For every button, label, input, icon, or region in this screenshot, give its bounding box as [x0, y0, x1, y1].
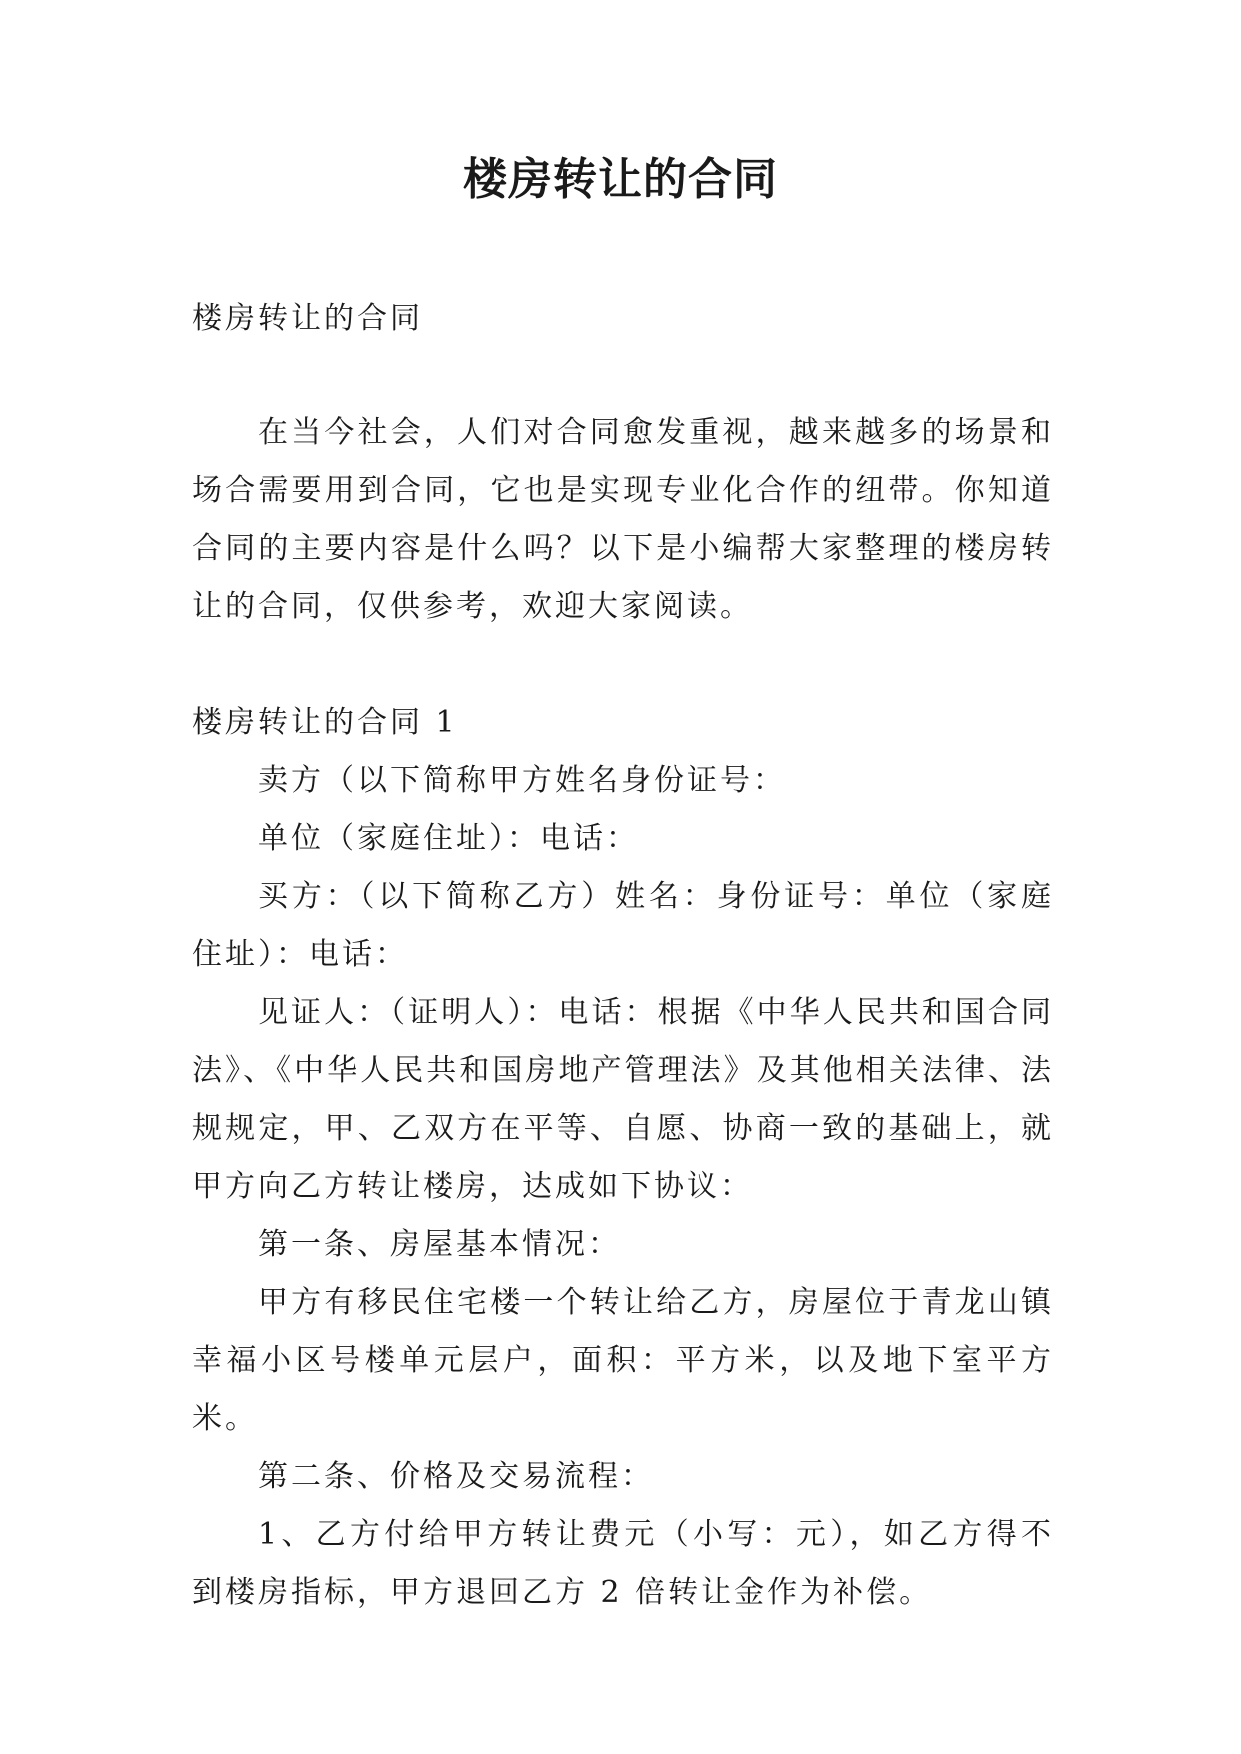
article-two-heading: 第二条、价格及交易流程： — [258, 1459, 654, 1494]
witness-paragraph: 见证人：（证明人）：电话：根据《中华人民共和国合同法》、《中华人民共和国房地产管理法》及其他相关法律、法规规定，甲、乙双方在平等、自愿、协商一致的基础上，就甲方向乙方转让楼房，达成如下协议： — [192, 995, 1054, 1204]
spacer — [192, 636, 1054, 694]
spacer — [192, 348, 1054, 404]
section-heading: 楼房转让的合同 1 — [192, 705, 458, 740]
document-title: 楼房转让的合同 — [463, 154, 778, 205]
intro-paragraph: 在当今社会，人们对合同愈发重视，越来越多的场景和场合需要用到合同，它也是实现专业化合作的纽带。你知道合同的主要内容是什么吗？以下是小编帮大家整理的楼房转让的合同，仅供参考，欢迎大家阅读。 — [192, 415, 1054, 624]
article-one-body: 甲方有移民住宅楼一个转让给乙方，房屋位于青龙山镇幸福小区号楼单元层户，面积：平方米，以及地下室平方米。 — [192, 1285, 1054, 1436]
article-one-heading: 第一条、房屋基本情况： — [258, 1227, 621, 1262]
document-body — [192, 290, 1054, 1622]
document-subtitle: 楼房转让的合同 — [192, 301, 423, 336]
seller-address-paragraph: 单位（家庭住址）：电话： — [258, 821, 639, 856]
article-two-item-1: 1、乙方付给甲方转让费元（小写：元），如乙方得不到楼房指标，甲方退回乙方 2 倍转让金作为补偿。 — [192, 1517, 1054, 1610]
buyer-paragraph: 买方：（以下简称乙方）姓名：身份证号：单位（家庭住址）：电话： — [192, 879, 1054, 972]
seller-paragraph: 卖方（以下简称甲方姓名身份证号： — [258, 763, 786, 798]
